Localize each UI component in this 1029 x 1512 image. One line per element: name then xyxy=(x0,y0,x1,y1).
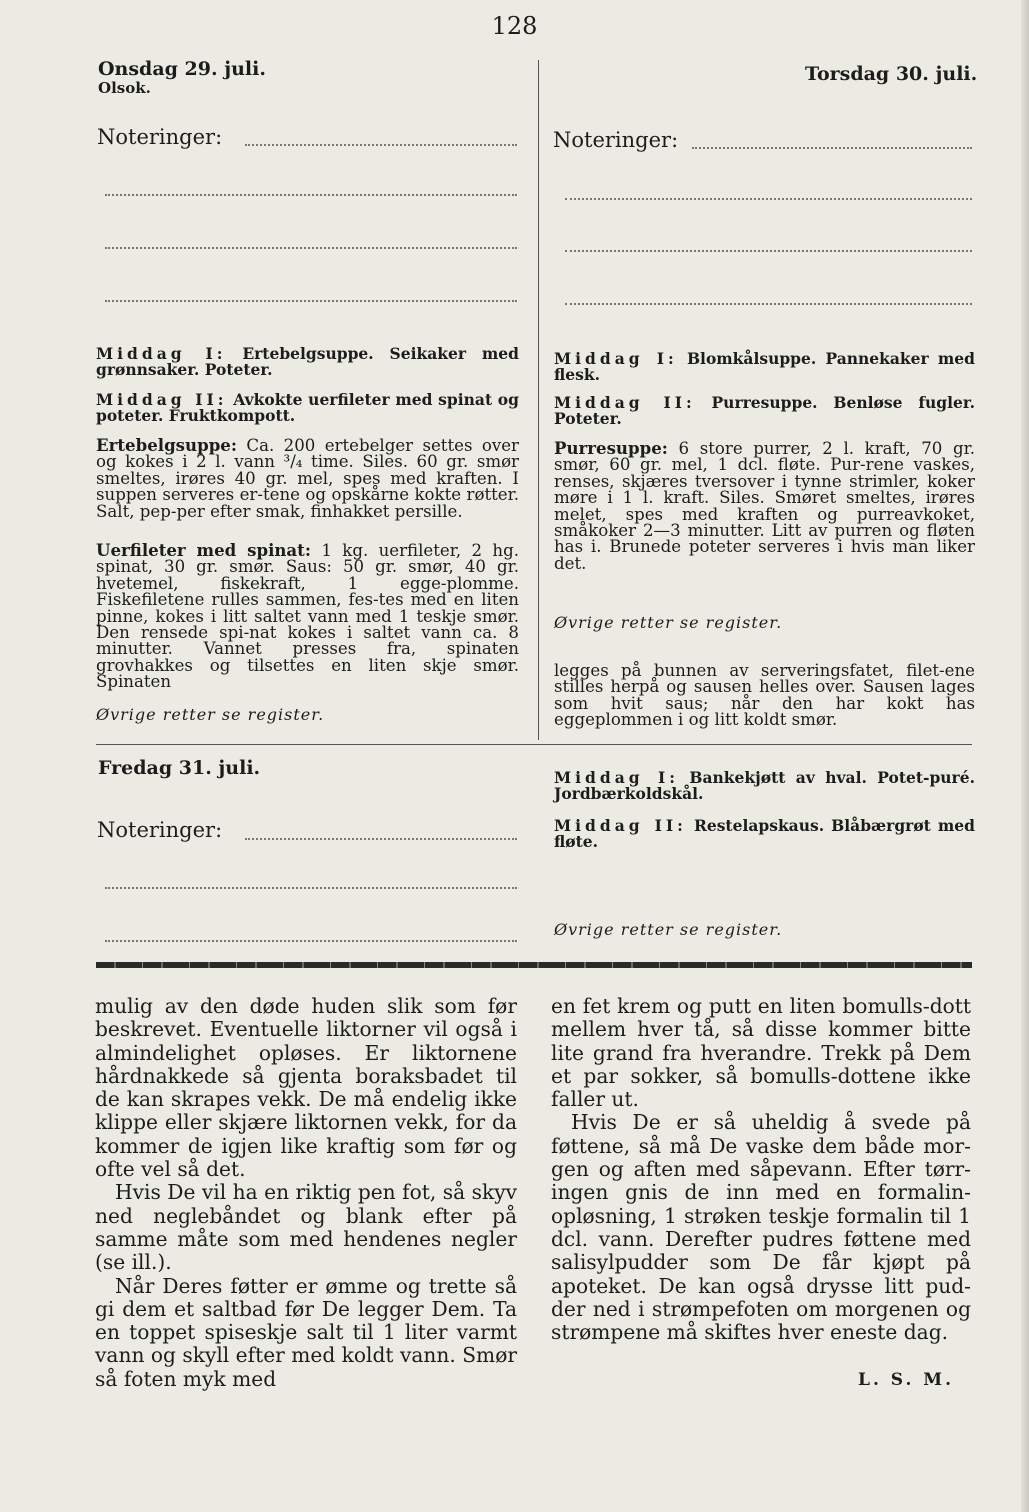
fri-note-line-2 xyxy=(105,887,517,889)
wed-note-line-1 xyxy=(245,144,517,146)
wed-day-heading: Onsdag 29. juli. xyxy=(98,58,266,80)
thu-note-line-2 xyxy=(565,198,972,200)
thu-continued-text: legges på bunnen av serveringsfatet, filet-ene stilles herpå og sausen helles over. Sausen lages som hvit saus; når den har kokt has eggeplommen i og litt koldt smør. xyxy=(554,661,975,730)
article-paragraph: Hvis De vil ha en riktig pen fot, så skyv ned neglebåndet og blank efter på samme måte som med hendenes negler (se ill.). xyxy=(95,1180,517,1275)
fri-note-line-3 xyxy=(105,940,517,942)
article-paragraph: en fet krem og putt en liten bomulls-dott mellem hver tå, så disse kommer bitte lite grand fra hverandre. Trekk på Dem et par sokker, så bomulls-dottene ikke faller ut. xyxy=(551,994,971,1112)
thu-middag-2: Middag II: Purresuppe. Benløse fugler. Poteter. xyxy=(554,393,975,428)
thu-recipe-purresuppe: Purresuppe: 6 store purrer, 2 l. kraft, 70 gr. smør, 60 gr. mel, 1 dcl. fløte. Pur-rene vaskes, renses, skjæres tversover i tynne strimler, koker møre i 1 l. kraft. Siles. Smøret smeltes, irøres melet, spes med kraften og purreavkoket, småkoker 2—3 minutter. Litt av purren og fløten has i. Brunede poteter serveres i hvis man liker det. xyxy=(554,438,976,573)
thu-ovrige-note: Øvrige retter se register. xyxy=(554,613,783,632)
fri-ovrige-note: Øvrige retter se register. xyxy=(554,920,783,939)
page-number: 128 xyxy=(491,12,538,40)
wed-middag-1: Middag I: Ertebelgsuppe. Seikaker med grønnsaker. Poteter. xyxy=(96,344,519,379)
column-divider xyxy=(538,60,539,740)
page-edge xyxy=(1021,0,1029,1512)
thu-middag-1: Middag I: Blomkålsuppe. Pannekaker med flesk. xyxy=(554,349,975,384)
article-paragraph: Når Deres føtter er ømme og trette så gi dem et saltbad før De legger Dem. Ta en toppet spiseskje salt til 1 liter varmt vann og skyll efter med koldt vann. Smør så foten myk med xyxy=(95,1273,518,1391)
wed-noteringer-label: Noteringer: xyxy=(97,125,223,149)
fri-noteringer-label: Noteringer: xyxy=(97,818,223,842)
fri-middag-2: Middag II: Restelapskaus. Blåbærgrøt med fløte. xyxy=(554,816,975,851)
wed-subheading: Olsok. xyxy=(98,79,151,97)
article-paragraph: Hvis De er så uheldig å svede på føttene, så må De vaske dem både mor-gen og aften med såpevann. Efter tørr-ingen gnis de inn med en formalin-opløsning, 1 strøken teskje formalin til 1 dcl. vann. Derefter pudres føttene med salisylpudder som De får kjøpt på apoteket. De kan også drysse litt pud-der ned i strømpefoten om morgenen og strømpene må skiftes hver eneste dag. xyxy=(551,1110,971,1345)
thu-day-heading: Torsdag 30. juli. xyxy=(805,63,978,85)
fri-note-line-1 xyxy=(245,838,517,840)
wed-note-line-4 xyxy=(105,300,517,302)
ornamental-rule xyxy=(96,962,972,968)
section-divider xyxy=(96,744,972,745)
wed-recipe-uerfileter: Uerfileter med spinat: 1 kg. uerfileter, 2 hg. spinat, 30 gr. smør. Saus: 50 gr. smør, 40 gr. hvetemel, fiskekraft, 1 egge-plomme. Fiskefiletene rulles sammen, fes-tes med en liten pinne, kokes i litt saltet vann med 1 teskje smør. Den rensede spi-nat kokes i saltet vann ca. 8 minutter. Vannet presses fra, spinaten grovhakkes og tilsettes en liten skje smør. Spinaten xyxy=(96,540,519,692)
thu-note-line-4 xyxy=(565,303,972,305)
article-right-column xyxy=(551,995,971,1344)
article-paragraph: mulig av den døde huden slik som før beskrevet. Eventuelle liktorner vil også i almindelighet opløses. Er liktornene hårdnakkede så gjenta boraksbadet til de kan skrapes vekk. De må endelig ikke klippe eller skjære liktornen vekk, for da kommer de igjen like kraftig som før og ofte vel så det. xyxy=(95,994,517,1182)
thu-note-line-3 xyxy=(565,250,972,252)
author-signature: L. S. M. xyxy=(858,1370,955,1390)
wed-note-line-2 xyxy=(105,194,517,196)
thu-note-line-1 xyxy=(692,147,972,149)
thu-noteringer-label: Noteringer: xyxy=(553,128,679,152)
wed-note-line-3 xyxy=(105,247,517,249)
article-left-column xyxy=(95,995,517,1391)
wed-recipe-ertebelgsuppe: Ertebelgsuppe: Ca. 200 ertebelger settes over og kokes i 2 l. vann ³/₄ time. Siles. 60 gr. smør smeltes, irøres 40 gr. mel, spes med kraften. I suppen serveres er-tene og opskårne kokte røtter. Salt, pep-per efter smak, finhakket persille. xyxy=(96,435,519,521)
fri-middag-1: Middag I: Bankekjøtt av hval. Potet-puré. Jordbærkoldskål. xyxy=(554,768,975,803)
wed-middag-2: Middag II: Avkokte uerfileter med spinat og poteter. Fruktkompott. xyxy=(96,390,519,425)
wed-ovrige-note: Øvrige retter se register. xyxy=(96,705,325,724)
fri-day-heading: Fredag 31. juli. xyxy=(98,757,261,779)
